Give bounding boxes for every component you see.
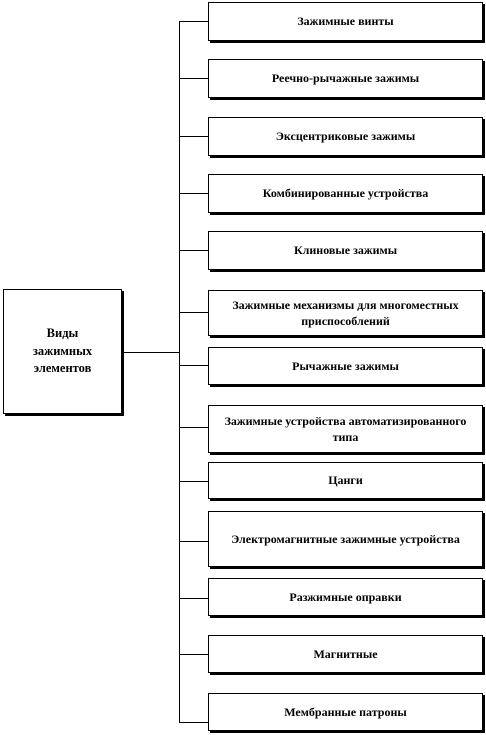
branch-line-12	[179, 654, 208, 655]
item-label-5: Клиновые зажимы	[293, 243, 398, 258]
root-connector	[122, 352, 179, 353]
trunk-line	[179, 21, 180, 722]
branch-line-6	[179, 312, 208, 313]
branch-line-13	[179, 722, 208, 723]
branch-line-8	[179, 427, 208, 428]
item-box-7	[208, 347, 483, 385]
item-label-4: Комбинированные устройства	[262, 186, 429, 201]
item-box-12	[208, 635, 483, 673]
branch-line-7	[179, 365, 208, 366]
branch-line-4	[179, 193, 208, 194]
item-label-8: Зажимные устройства автоматизированного типа	[224, 413, 467, 444]
item-label-12: Магнитные	[313, 646, 378, 661]
item-label-11: Разжимные оправки	[289, 589, 402, 604]
branch-line-1	[179, 21, 208, 22]
item-box-11	[208, 578, 483, 616]
item-label-9: Цанги	[328, 473, 363, 488]
item-box-10	[208, 511, 483, 567]
item-box-3	[208, 117, 483, 156]
item-label-2: Реечно-рычажные зажимы	[271, 71, 420, 86]
root-node	[3, 289, 122, 414]
item-box-2	[208, 59, 483, 98]
root-label	[33, 325, 92, 378]
item-label-10: Электромагнитные зажимные устройства	[231, 531, 460, 546]
branch-line-9	[179, 481, 208, 482]
root-label-line-1: Виды	[46, 326, 79, 341]
root-label-line-3: элементов	[33, 361, 92, 376]
item-box-9	[208, 462, 483, 499]
item-box-8	[208, 405, 483, 453]
branch-line-10	[179, 541, 208, 542]
item-label-3: Эксцентриковые зажимы	[275, 129, 416, 144]
item-box-4	[208, 174, 483, 213]
item-box-1	[208, 2, 483, 41]
root-label-line-2: зажимных	[32, 343, 93, 358]
item-label-1: Зажимные винты	[297, 14, 394, 29]
branch-line-5	[179, 250, 208, 251]
item-box-6	[208, 290, 483, 336]
item-box-5	[208, 231, 483, 270]
branch-line-2	[179, 78, 208, 79]
branch-line-11	[179, 598, 208, 599]
item-box-13	[208, 693, 483, 731]
branch-line-3	[179, 136, 208, 137]
item-label-6: Зажимные механизмы для многоместных приспособлений	[232, 297, 459, 328]
item-label-13: Мембранные патроны	[284, 704, 407, 719]
item-label-7: Рычажные зажимы	[292, 358, 399, 373]
